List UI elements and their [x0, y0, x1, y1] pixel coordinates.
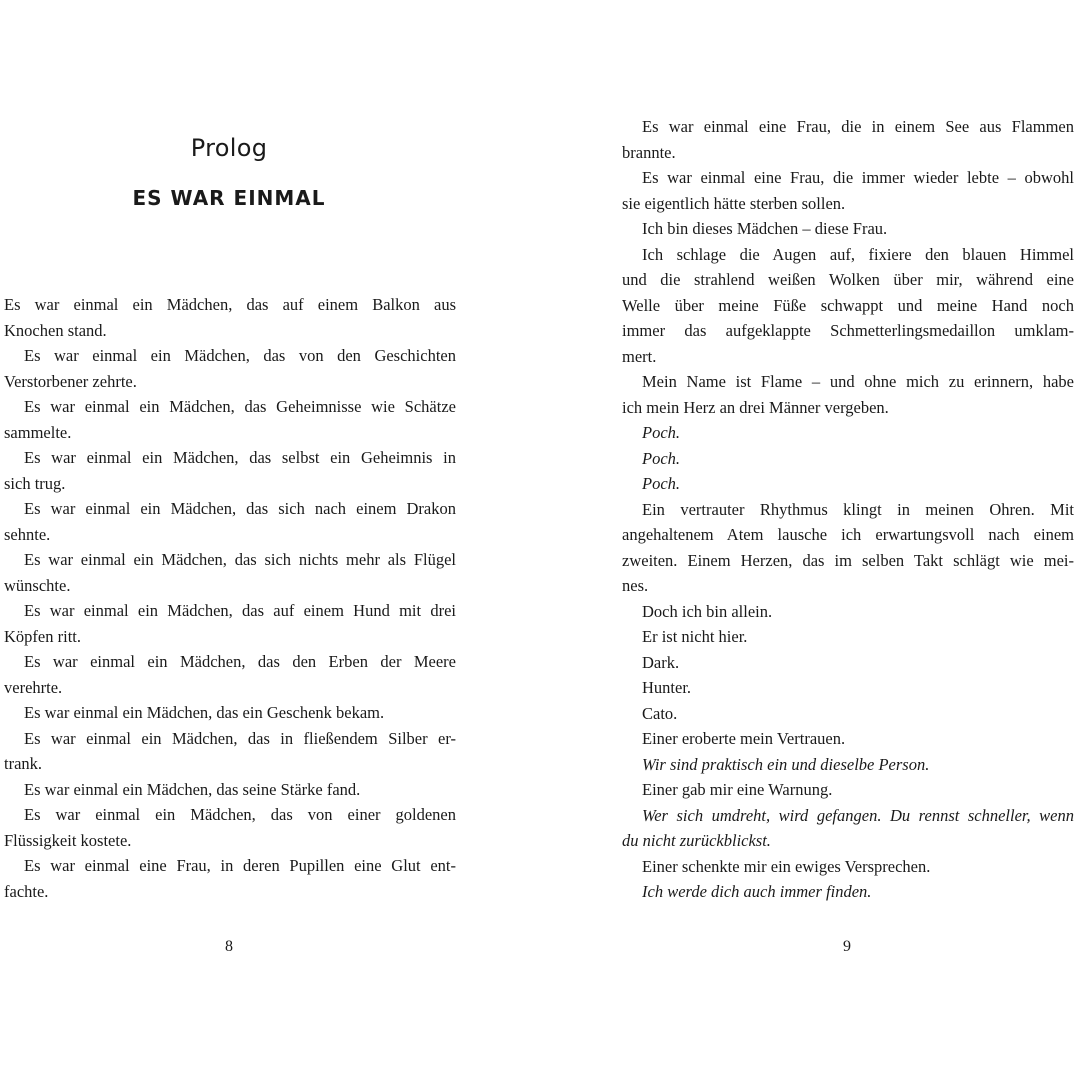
paragraph: [622, 701, 1074, 727]
paragraph: [622, 599, 1074, 625]
chapter-title: ES WAR EINMAL: [132, 186, 326, 210]
text-line: Einer gab mir eine Warnung.: [642, 780, 833, 799]
text-line: Ein vertrauter Rhythmus klingt in meinen Ohren. Mit: [642, 499, 1074, 519]
left-page: [0, 0, 460, 1075]
text-line: Doch ich bin allein.: [642, 601, 773, 621]
paragraph: [4, 777, 456, 803]
text-line: [622, 471, 1074, 497]
text-line: sich trug.: [4, 473, 66, 493]
text-line: Köpfen ritt.: [4, 626, 81, 646]
paragraph: [622, 624, 1074, 650]
text-line: [622, 752, 1074, 778]
text-line: brannte.: [622, 142, 676, 162]
text-line: Es war einmal ein Mädchen, das seine Stärke fand.: [24, 779, 361, 799]
paragraph: [4, 700, 456, 726]
text-line: Einer schenkte mir ein ewiges Versprechen.: [642, 856, 931, 876]
text-line: Ich schlage die Augen auf, fixiere den blauen Himmel: [642, 244, 1074, 264]
italic-text: Wir sind praktisch ein und dieselbe Person.: [642, 754, 930, 774]
text-line: Er ist nicht hier.: [642, 627, 748, 646]
text-line: Es war einmal ein Mädchen, das in fließendem Silber er-: [24, 728, 456, 748]
page-number: 8: [225, 938, 233, 955]
text-line: immer das aufgeklappte Schmetterlingsmedaillon umklam-: [622, 321, 1074, 340]
paragraph: [622, 726, 1074, 752]
paragraph: [622, 165, 1074, 216]
text-line: Es war einmal ein Mädchen, das auf einem Balkon aus: [4, 295, 456, 314]
text-line: Es war einmal ein Mädchen, das den Erben der Meere: [24, 652, 456, 671]
paragraph: [4, 496, 456, 547]
paragraph: [622, 420, 1074, 446]
text-line: sehnte.: [4, 524, 51, 544]
paragraph: [622, 650, 1074, 676]
paragraph: [4, 343, 456, 394]
paragraph: [622, 777, 1074, 803]
paragraph: [4, 802, 456, 853]
text-line: Es war einmal ein Mädchen, das sich nach einem Drakon: [24, 499, 456, 518]
text-line: Verstorbener zehrte.: [4, 371, 137, 391]
text-line: Es war einmal ein Mädchen, das auf einem Hund mit drei: [24, 601, 456, 620]
text-line: wünschte.: [4, 575, 71, 595]
text-line: [622, 803, 1074, 829]
right-body-text: [622, 114, 1074, 905]
text-line: nes.: [622, 576, 649, 595]
paragraph: [622, 752, 1074, 778]
paragraph: [4, 292, 456, 343]
text-line: Es war einmal ein Mädchen, das selbst ein Geheimnis in: [24, 448, 456, 467]
text-line: Knochen stand.: [4, 320, 107, 340]
paragraph: [622, 114, 1074, 165]
text-line: verehrte.: [4, 677, 63, 697]
text-line: fachte.: [4, 881, 49, 901]
italic-text: Poch.: [642, 474, 681, 493]
paragraph: [622, 879, 1074, 905]
paragraph: [4, 598, 456, 649]
text-line: Es war einmal eine Frau, die immer wieder lebte – obwohl: [642, 168, 1074, 187]
paragraph: [622, 675, 1074, 701]
paragraph: [4, 445, 456, 496]
text-line: Ich bin dieses Mädchen – diese Frau.: [642, 219, 888, 238]
italic-text: Ich werde dich auch immer finden.: [642, 882, 872, 901]
paragraph: [622, 497, 1074, 599]
paragraph: [622, 471, 1074, 497]
text-line: [622, 828, 1074, 854]
text-line: Es war einmal ein Mädchen, das sich nichts mehr als Flügel: [24, 550, 456, 569]
paragraph: [4, 726, 456, 777]
text-line: Es war einmal eine Frau, in deren Pupillen eine Glut ent-: [24, 856, 456, 875]
text-line: Dark.: [642, 652, 680, 672]
italic-text: du nicht zurückblickst.: [622, 831, 771, 850]
text-line: Es war einmal ein Mädchen, das Geheimnisse wie Schätze: [24, 397, 456, 416]
paragraph: [622, 446, 1074, 472]
text-line: sammelte.: [4, 422, 72, 442]
paragraph: [4, 547, 456, 598]
text-line: Hunter.: [642, 678, 692, 697]
text-line: ich mein Herz an drei Männer vergeben.: [622, 397, 889, 417]
text-line: angehaltenem Atem lausche ich erwartungsvoll nach einem: [622, 525, 1074, 544]
text-line: Es war einmal ein Mädchen, das von den Geschichten: [24, 346, 456, 365]
text-line: [622, 879, 1074, 905]
text-line: Es war einmal ein Mädchen, das ein Geschenk bekam.: [24, 703, 385, 722]
text-line: [622, 420, 1074, 446]
text-line: sie eigentlich hätte sterben sollen.: [622, 193, 846, 213]
italic-text: Poch.: [642, 448, 681, 468]
paragraph: [622, 369, 1074, 420]
text-line: Mein Name ist Flame – und ohne mich zu erinnern, habe: [642, 372, 1074, 391]
paragraph: [622, 216, 1074, 242]
text-line: [622, 446, 1074, 472]
paragraph: [4, 649, 456, 700]
text-line: und die strahlend weißen Wolken über mir, während eine: [622, 270, 1074, 289]
text-line: Welle über meine Füße schwappt und meine Hand noch: [622, 295, 1074, 315]
paragraph: [622, 803, 1074, 854]
text-line: Flüssigkeit kostete.: [4, 830, 132, 850]
italic-text: Wer sich umdreht, wird gefangen. Du rennst schneller, wenn: [642, 805, 1074, 825]
paragraph: [4, 394, 456, 445]
text-line: Einer eroberte mein Vertrauen.: [642, 729, 846, 748]
paragraph: [622, 854, 1074, 880]
italic-text: Poch.: [642, 423, 681, 442]
left-body-text: [4, 292, 456, 904]
text-line: mert.: [622, 346, 657, 366]
text-line: Es war einmal ein Mädchen, das von einer goldenen: [24, 805, 456, 824]
chapter-label: Prolog: [190, 134, 268, 162]
text-line: Es war einmal eine Frau, die in einem See aus Flammen: [642, 117, 1074, 136]
paragraph: [622, 242, 1074, 370]
page-number: 9: [843, 938, 851, 955]
text-line: Cato.: [642, 703, 678, 723]
paragraph: [4, 853, 456, 904]
text-line: trank.: [4, 754, 43, 773]
text-line: zweiten. Einem Herzen, das im selben Takt schlägt wie mei-: [622, 550, 1074, 570]
